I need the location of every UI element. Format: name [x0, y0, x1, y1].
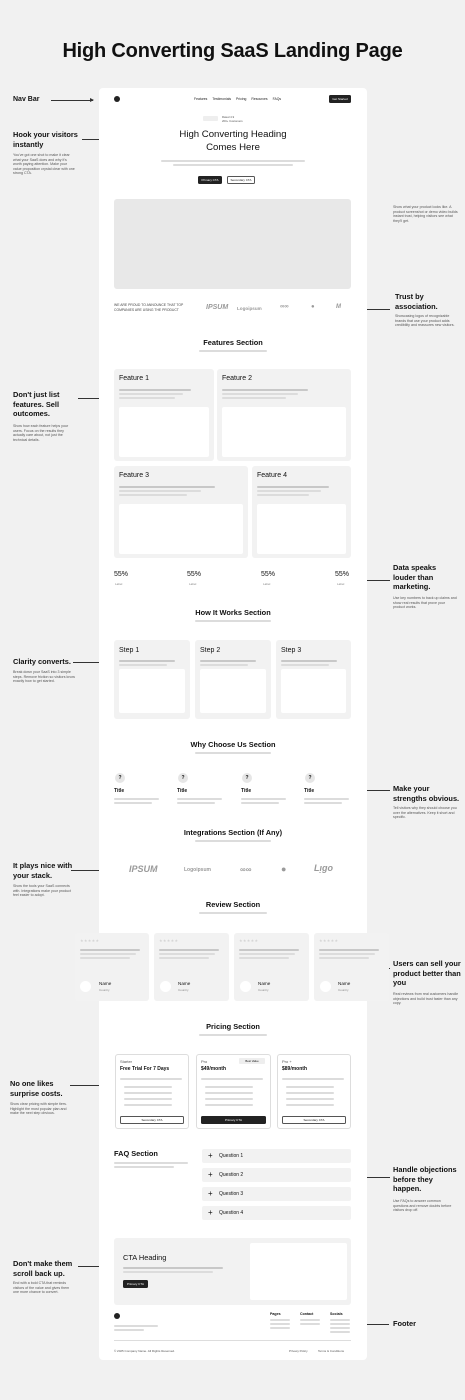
arrow-navbar [51, 100, 93, 101]
feature-line [119, 494, 187, 496]
stat-4-value: 55% [335, 571, 350, 578]
review-line [159, 953, 215, 955]
why-1-title: Title [114, 788, 125, 794]
cta-section [114, 1238, 351, 1305]
footer-copyright: © 2025 Company Name. All Rights Reserved. [114, 1349, 175, 1353]
plan-1-cta[interactable]: Secondary CTA [120, 1116, 184, 1124]
annotation-strengths-title: Make your strengths obvious. [393, 784, 460, 803]
review-3-name: Name [258, 981, 271, 986]
nav-link-features[interactable]: Features [194, 97, 208, 101]
annotation-stats-title: Data speaks louder than marketing. [393, 563, 437, 591]
footer-link-line [270, 1323, 290, 1325]
cta-heading: CTA Heading [123, 1253, 167, 1262]
pricing-card-3 [277, 1054, 351, 1129]
annotation-cta-desc: End with a bold CTA that reminds visitors of the value and gives them one more chance to convert. [13, 1281, 70, 1295]
footer-privacy-link[interactable]: Privacy Policy [289, 1349, 308, 1353]
feature-1-image [119, 407, 209, 457]
review-card-1 [75, 933, 149, 1001]
faq-item-4[interactable] [202, 1206, 351, 1220]
stat-3-label: Label [263, 582, 271, 586]
plan-feature-line [124, 1098, 172, 1100]
feature-line [119, 389, 191, 391]
annotation-integrations-desc: Show the tools your SaaS connects with. Integrations make your product feel easier to adopt. [13, 884, 71, 898]
plan-2-price: $49/month [201, 1066, 227, 1072]
faq-question-3: Question 3 [219, 1191, 244, 1197]
annotation-hook-title: Hook your visitors instantly [13, 130, 78, 149]
feature-line [222, 389, 308, 391]
faq-question-4: Question 4 [219, 1210, 244, 1216]
integration-logo-circle: ● [281, 864, 287, 874]
integrations-heading: Integrations Section (If Any) [183, 828, 283, 837]
stat-2-label: Label [189, 582, 197, 586]
step-3-title: Step 3 [281, 647, 302, 654]
step-line [119, 660, 175, 662]
feature-line [119, 393, 183, 395]
trust-logo-logoipsum: Logoipsum [237, 306, 262, 311]
plan-feature-line [205, 1086, 253, 1088]
feature-line [119, 486, 215, 488]
feature-line [119, 397, 175, 399]
faq-question-1: Question 1 [219, 1153, 244, 1159]
feature-3-image [119, 504, 243, 554]
footer-link-line [330, 1327, 350, 1329]
page-title: High Converting SaaS Landing Page [62, 40, 403, 62]
hero-subtext-line [173, 164, 293, 166]
question-icon: ? [115, 773, 125, 783]
question-icon: ? [242, 773, 252, 783]
plan-line [282, 1078, 344, 1080]
hero-subtext-line [161, 160, 305, 162]
plan-feature-line [124, 1092, 172, 1094]
annotation-navbar: Nav Bar [13, 96, 40, 103]
avatar [240, 981, 251, 992]
trust-logo-infinity: ∞∞ [280, 304, 289, 310]
why-line [241, 802, 279, 804]
footer-col-contact: Contact [300, 1312, 314, 1316]
faq-heading: FAQ Section [114, 1149, 158, 1158]
review-line [319, 949, 379, 951]
avatar [160, 981, 171, 992]
review-2-country: Country [178, 988, 189, 992]
footer-link-line [300, 1319, 320, 1321]
plan-feature-line [286, 1098, 334, 1100]
footer-link-line [270, 1319, 290, 1321]
pricing-card-2 [196, 1054, 271, 1129]
footer-logo-icon [114, 1313, 120, 1319]
stat-1-value: 55% [114, 571, 129, 578]
review-4-name: Name [338, 981, 351, 986]
footer-link-line [330, 1319, 350, 1321]
review-card-3 [234, 933, 309, 1001]
footer-col-pages: Pages [270, 1312, 281, 1316]
why-3-title: Title [241, 788, 252, 794]
features-heading-line [199, 350, 267, 352]
why-heading: Why Choose Us Section [190, 740, 276, 749]
pricing-card-1 [115, 1054, 189, 1129]
wireframe-page [80, 88, 367, 1360]
nav-link-resources[interactable]: Resources [251, 97, 268, 101]
annotation-clarity-desc: Break down your SaaS into 3 simple steps. Remove friction so visitors know exactly how to get started. [13, 670, 75, 684]
star-rating-icon: ★★★★★ [80, 938, 100, 943]
pricing-heading: Pricing Section [206, 1022, 260, 1031]
nav-links [194, 97, 281, 101]
plus-icon: + [208, 1208, 213, 1217]
star-rating-icon: ★★★★★ [159, 938, 179, 943]
stat-2-value: 55% [187, 571, 202, 578]
annotation-clarity-title: Clarity converts. [13, 657, 71, 666]
step-line [200, 664, 248, 666]
integration-logo-lingo: Lᴉgo [314, 863, 333, 873]
step-2-image [200, 669, 266, 713]
review-line [239, 949, 299, 951]
footer-col-socials: Socials [330, 1312, 343, 1316]
stat-3-value: 55% [261, 571, 276, 578]
rating-avatars [203, 116, 218, 121]
annotation-hook-desc: You've got one shot to make it clear what your SaaS does and why it's worth paying attention. Make your value proposition crystal clear with one strong CTA. [13, 153, 75, 176]
feature-line [257, 494, 309, 496]
feature-line [222, 397, 286, 399]
review-line [239, 957, 289, 959]
plan-feature-line [286, 1086, 334, 1088]
plan-2-badge: Best Value [239, 1058, 265, 1064]
plan-feature-line [205, 1092, 253, 1094]
feature-1-title: Feature 1 [119, 375, 149, 382]
why-line [114, 802, 152, 804]
cta-line [123, 1267, 223, 1269]
trust-logo-circle: ● [311, 304, 315, 310]
footer-link-line [300, 1323, 320, 1325]
feature-card-1 [114, 369, 214, 461]
plus-icon: + [208, 1170, 213, 1179]
faq-item-2[interactable] [202, 1168, 351, 1182]
feature-2-image [222, 407, 346, 457]
plan-1-price: Free Trial For 7 Days [120, 1066, 170, 1072]
step-card-3 [276, 640, 351, 719]
annotation-trust-desc: Showcasing logos of recognizable brands that use your product adds credibility and reassures new visitors. [395, 314, 455, 328]
why-2-title: Title [177, 788, 188, 794]
why-line [177, 802, 215, 804]
hero-rating-bottom: 200+ Customers [222, 119, 243, 123]
integration-logo-ipsum: IPSUM [129, 864, 158, 874]
annotation-reviews-desc: Real reviews from real customers handle objections and build trust faster than any copy. [393, 992, 459, 1006]
plan-3-cta[interactable]: Secondary CTA [282, 1116, 346, 1124]
annotation-features-desc: Show how each feature helps your users. Focus on the results they actually care about, not just the technical details. [13, 424, 69, 442]
review-line [159, 957, 209, 959]
nav-link-pricing[interactable]: Pricing [236, 97, 247, 101]
plan-feature-line [124, 1086, 172, 1088]
annotation-pricing-desc: Show clear pricing with simple tiers. Highlight the most popular plan and make the next step obvious. [10, 1102, 67, 1116]
why-heading-line [195, 752, 271, 754]
review-2-name: Name [178, 981, 191, 986]
how-heading-line [195, 620, 271, 622]
nav-cta-button[interactable]: Get Started [329, 95, 351, 103]
why-line [304, 798, 349, 800]
question-icon: ? [305, 773, 315, 783]
annotation-features-title: Don't just list features. Sell outcomes. [13, 390, 60, 418]
step-card-2 [195, 640, 271, 719]
why-line [177, 798, 222, 800]
how-heading: How It Works Section [195, 608, 271, 617]
feature-line [119, 490, 201, 492]
hero-rating-top: Rated 4.9 [222, 115, 235, 119]
footer-link-line [330, 1331, 350, 1333]
annotation-faq-desc: Use FAQs to answer common questions and remove doubts before visitors drop off. [393, 1199, 452, 1213]
plan-feature-line [124, 1104, 172, 1106]
features-heading: Features Section [203, 338, 263, 347]
plan-feature-line [286, 1104, 334, 1106]
plan-line [120, 1078, 182, 1080]
step-1-image [119, 669, 185, 713]
review-card-2 [154, 933, 229, 1001]
step-line [200, 660, 256, 662]
review-card-4 [314, 933, 389, 1001]
feature-4-title: Feature 4 [257, 472, 287, 479]
step-1-title: Step 1 [119, 647, 140, 654]
annotation-integrations-title: It plays nice with your stack. [13, 861, 73, 880]
reviews-heading-line [199, 912, 267, 914]
feature-line [257, 486, 329, 488]
plan-3-price: $89/month [282, 1066, 308, 1072]
footer-line [114, 1325, 158, 1327]
step-line [281, 664, 329, 666]
annotation-reviews-title: Users can sell your product better than you [393, 959, 461, 987]
step-2-title: Step 2 [200, 647, 221, 654]
review-line [159, 949, 219, 951]
why-line [304, 802, 342, 804]
integration-logo-infinity: ∞∞ [240, 865, 252, 874]
review-line [80, 953, 136, 955]
star-rating-icon: ★★★★★ [239, 938, 259, 943]
annotation-cta-title: Don't make them scroll back up. [13, 1259, 73, 1278]
hero-heading-line1: High Converting Heading [179, 129, 287, 140]
faq-heading-line [114, 1162, 188, 1164]
review-line [319, 957, 369, 959]
annotation-pricing-title: No one likes surprise costs. [10, 1079, 63, 1098]
review-line [319, 953, 375, 955]
faq-question-2: Question 2 [219, 1172, 244, 1178]
feature-card-2 [217, 369, 351, 461]
why-line [114, 798, 159, 800]
hero-heading [139, 128, 327, 154]
review-line [80, 957, 130, 959]
stat-1-label: Label [115, 582, 123, 586]
hero-heading-line2: Comes Here [206, 142, 260, 153]
step-3-image [281, 669, 346, 713]
integration-logo-logoipsum: Logoipsum [184, 867, 211, 873]
logo-icon [114, 96, 120, 102]
integrations-heading-line [195, 840, 271, 842]
review-4-country: Country [338, 988, 349, 992]
annotation-footer: Footer [393, 1319, 416, 1328]
step-line [281, 660, 337, 662]
faq-heading-line [114, 1166, 174, 1168]
footer-terms-link[interactable]: Terms & Conditions [318, 1349, 345, 1353]
footer-link-line [330, 1323, 350, 1325]
plus-icon: + [208, 1151, 213, 1160]
avatar [80, 981, 91, 992]
step-line [119, 664, 167, 666]
annotation-trust-title: Trust by association. [395, 292, 438, 311]
plan-line [201, 1078, 263, 1080]
review-1-country: Country [99, 988, 110, 992]
trust-text: WE ARE PROUD TO ANNOUNCE THAT TOP COMPANIES ARE USING THE PRODUCT [114, 303, 184, 312]
annotation-hero-note: Show what your product looks like. A product screenshot or demo video builds instant trust, helping visitors see what they'll get. [393, 205, 458, 223]
avatar [320, 981, 331, 992]
faq-item-1[interactable] [202, 1149, 351, 1163]
pricing-heading-line [199, 1034, 267, 1036]
review-line [239, 953, 295, 955]
plan-feature-line [286, 1092, 334, 1094]
reviews-heading: Review Section [205, 900, 261, 909]
why-4-title: Title [304, 788, 315, 794]
feature-card-4 [252, 466, 351, 558]
stat-4-label: Label [337, 582, 345, 586]
question-icon: ? [178, 773, 188, 783]
hero-primary-cta[interactable]: Primary CTA [198, 176, 222, 184]
cta-line [123, 1271, 213, 1273]
review-line [80, 949, 140, 951]
feature-line [222, 393, 298, 395]
faq-item-3[interactable] [202, 1187, 351, 1201]
feature-2-title: Feature 2 [222, 375, 252, 382]
plan-feature-line [205, 1098, 253, 1100]
feature-3-title: Feature 3 [119, 472, 149, 479]
why-line [241, 798, 286, 800]
trust-logo-m: M [336, 304, 341, 310]
annotation-stats-desc: Use key numbers to back up claims and show real results that prove your product works. [393, 596, 457, 610]
footer-link-line [270, 1327, 290, 1329]
hero-secondary-cta[interactable]: Secondary CTA [227, 176, 255, 184]
cta-image [250, 1243, 347, 1300]
step-card-1 [114, 640, 190, 719]
plan-3-tier: Pro + [282, 1059, 292, 1064]
star-rating-icon: ★★★★★ [319, 938, 339, 943]
plan-2-tier: Pro [201, 1059, 208, 1064]
nav-link-testimonials[interactable]: Testimonials [212, 97, 232, 101]
plan-feature-line [205, 1104, 253, 1106]
plan-1-tier: Starter [120, 1059, 133, 1064]
hero-product-image [114, 199, 351, 289]
nav-link-faqs[interactable]: FAQs [272, 97, 282, 101]
feature-4-image [257, 504, 346, 554]
feature-card-3 [114, 466, 248, 558]
footer-divider [114, 1340, 351, 1341]
plus-icon: + [208, 1189, 213, 1198]
review-3-country: Country [258, 988, 269, 992]
footer-line [114, 1329, 144, 1331]
trust-logo-ipsum: IPSUM [206, 304, 229, 311]
review-1-name: Name [99, 981, 112, 986]
cta-button[interactable]: Primary CTA [123, 1280, 148, 1288]
annotation-faq-title: Handle objections before they happen. [393, 1165, 457, 1193]
feature-line [257, 490, 321, 492]
plan-2-cta[interactable]: Primary CTA [201, 1116, 266, 1124]
annotation-strengths-desc: Tell visitors why they should choose you over the alternatives. Keep it short and specific. [393, 806, 457, 820]
